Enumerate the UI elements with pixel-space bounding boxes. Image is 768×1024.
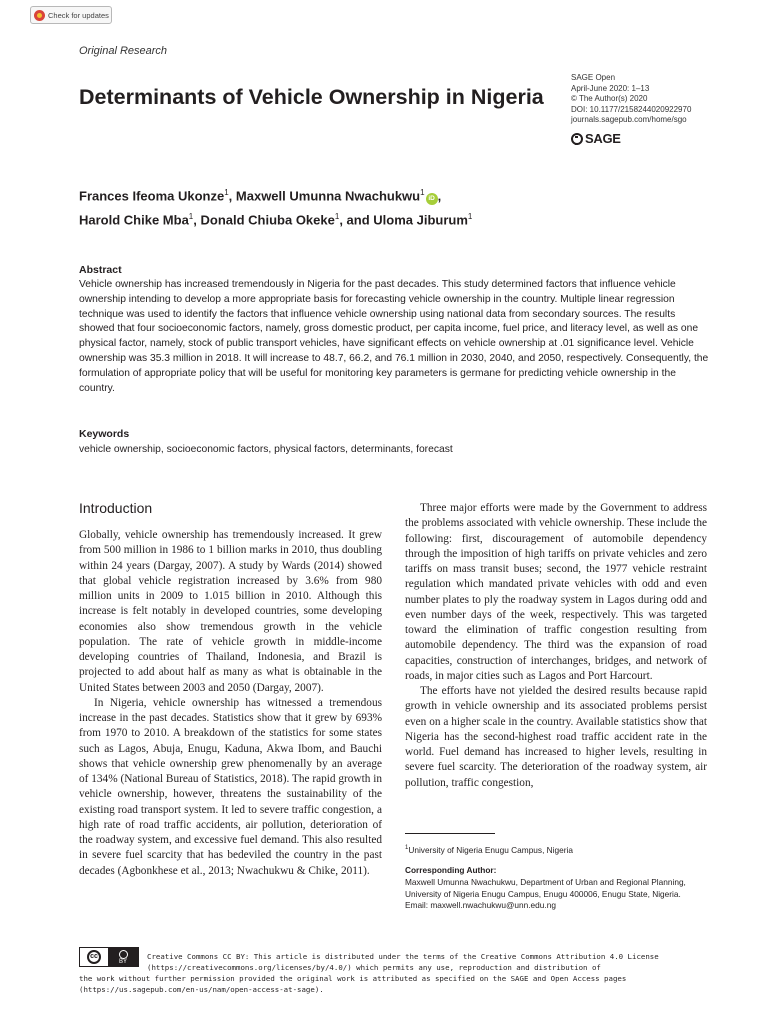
author-name: Maxwell Umunna Nwachukwu <box>235 188 421 204</box>
license-rest <box>79 973 711 996</box>
author-name: Donald Chiuba Okeke <box>200 212 335 228</box>
license-line: the work without further permission provided the original work is attributed as specified on the SAGE and Open Access pages <box>79 974 627 983</box>
publisher-logo <box>571 131 621 146</box>
by-badge-text: BY <box>118 959 127 965</box>
cc-badge-text: cc <box>87 950 101 964</box>
journal-issue: April-June 2020: 1–13 <box>571 83 650 93</box>
corresponding-author-email[interactable]: Email: maxwell.nwachukwu@unn.edu.ng <box>405 900 556 911</box>
person-icon <box>119 950 128 959</box>
body-paragraph: Globally, vehicle ownership has tremendously increased. It grew from 500 million in 1986 to 1 billion marks in 2010, thus doubling within 24 years (Dargay, 2007). A study by Wards (2014) showed that global vehicle registration increased by 3.6% from 980 million units in 2009 to 1.015 billion in 2010. Although this increase is felt notably in developed countries, some developing economies also show tremendous growth in the vehicle population. The rate of vehicle growth in middle-income developing countries of Thailand, Indonesia, and Brazil is projected to add about half as many as what is obtainable in the United States between 2003 and 2050 (Dargay, 2007). <box>79 529 382 694</box>
license-line[interactable]: (https://creativecommons.org/licenses/by/4.0/) which permits any use, reproduction and distribution of <box>147 963 601 972</box>
body-paragraph: In Nigeria, vehicle ownership has witnessed a tremendous increase in the past decades. Statistics show that it grew by 693% from 1970 to 2010. A breakdown of the statistics for some states such as Lagos, Abuja, Enugu, Kaduna, Akwa Ibom, and Bauchi shows that vehicle ownership grew phenomenally by an average of 134% (National Bureau of Statistics, 2018). The rapid growth in vehicle ownership, however, threatens the sustainability of the existing road transport system. It led to severe traffic congestion, a high rate of road traffic accidents, air pollution, deterioration of the roadway system, and excessive fuel demand. This also resulted in severe fuel scarcity that has bedeviled the country in the past decades (Agbonkhese et al., 2013; Nwachukwu & Chike, 2011). <box>79 696 382 877</box>
affiliation-note <box>405 843 711 856</box>
body-paragraph: Three major efforts were made by the Government to address the problems associated with vehicle ownership. These include the following: first, discouragement of automobile dependency through the imposition of high tariffs on private vehicles and zero tariffs on mass transit buses; second, the 1977 vehicle restraint regulation which mandated private vehicles with odd and even number plates to ply the roadway system in Lagos during odd and even number days of the week, respectively. This was targeted toward the elimination of traffic congestion resulting from automobile dependency. The third was the expansion of road capacities, construction of interchanges, bridges, and network of roads, in major cities such as Lagos and Port Harcourt. <box>405 502 707 682</box>
creative-commons-badge[interactable] <box>79 947 139 967</box>
author-name: Harold Chike Mba <box>79 212 189 228</box>
license-line: Creative Commons CC BY: This article is distributed under the terms of the Creative Commons Attribution 4.0 License <box>147 952 659 961</box>
footnote-divider <box>405 833 495 834</box>
article-title: Determinants of Vehicle Ownership in Nigeria <box>79 85 544 109</box>
publisher-logo-text: SAGE <box>585 131 621 146</box>
check-for-updates-button[interactable] <box>30 6 112 24</box>
crossmark-icon <box>34 10 45 21</box>
body-column-right <box>405 501 707 791</box>
abstract-text: Vehicle ownership has increased tremendously in Nigeria for the past decades. This study determined factors that influence vehicle ownership intending to develop a more appropriate basis for forecasting vehicle ownership in the country. Multiple linear regression technique was used to identify the factors that influence vehicle ownership using national data from secondary sources. The results showed that four socioeconomic factors, namely, gross domestic product, per capita income, fuel price, and literacy level, as well as one physical factor, namely, stock of public transport vehicles, have significant effects on vehicle ownership at .01 significance level. Vehicle ownership was 35.3 million in 2018. It will increase to 48.7, 66.2, and 76.1 million in 2030, 2040, and 2050, respectively. Consequently, the formulation of appropriate policy that will be useful for monitoring key parameters is germane for predicting vehicle ownership in the country. <box>79 279 709 394</box>
affiliation-mark: 1 <box>224 188 229 197</box>
introduction-heading: Introduction <box>79 500 153 516</box>
journal-name: SAGE Open <box>571 73 616 82</box>
affiliation-mark: 1 <box>420 188 425 197</box>
footnote-block <box>405 843 711 912</box>
affiliation-mark: 1 <box>467 212 473 222</box>
by-icon <box>108 948 138 966</box>
body-column-left <box>79 528 382 879</box>
author-list: Frances Ifeoma Ukonze$^1$, Maxwell Umunna Nwachukwu$^1$iD , Harold Chike Mba$^1$, Donald Chiuba Okeke$^1$, and Uloma Jiburum$^1$ <box>79 188 473 228</box>
affiliation-mark: 1 <box>334 212 340 222</box>
affiliation-mark: 1 <box>405 845 409 851</box>
author-separator: , and <box>339 212 374 228</box>
check-for-updates-label: Check for updates <box>48 10 109 20</box>
corresponding-author-details: Maxwell Umunna Nwachukwu, Department of Urban and Regional Planning, University of Nigeria Enugu Campus, Enugu 400006, Enugu State, Nigeria. <box>405 876 686 899</box>
body-paragraph: The efforts have not yielded the desired results because rapid growth in vehicle ownership and its associated problems persist even on a higher scale in the country. Available statistics show that Nigeria has the second-highest road traffic accident rate in the world. Fuel demand has increased to higher levels, resulting in severe fuel scarcity. The deterioration of the roadway system, air pollution, traffic congestion, <box>405 685 707 789</box>
affiliation-mark: 1 <box>188 212 194 222</box>
doi-link[interactable]: DOI: 10.1177/2158244020922970 <box>571 104 692 114</box>
article-section-type: Original Research <box>79 45 168 57</box>
keywords-text: vehicle ownership, socioeconomic factors, physical factors, determinants, forecast <box>79 444 453 455</box>
keywords-heading: Keywords <box>79 428 130 440</box>
journal-url-link[interactable]: journals.sagepub.com/home/sgo <box>571 115 687 124</box>
author-separator: , <box>193 212 201 228</box>
license-line[interactable]: (https://us.sagepub.com/en-us/nam/open-access-at-sage). <box>79 985 324 995</box>
affiliation-text: University of Nigeria Enugu Campus, Nigeria <box>408 844 573 855</box>
copyright-notice: © The Author(s) 2020 <box>571 94 648 103</box>
author-name: Uloma Jiburum <box>373 212 468 228</box>
corresponding-author-heading: Corresponding Author: <box>405 865 497 876</box>
sage-s-icon <box>571 133 583 145</box>
journal-meta <box>571 73 691 126</box>
author-separator: , <box>228 188 236 204</box>
abstract-heading: Abstract <box>79 264 122 276</box>
orcid-icon[interactable]: iD <box>426 193 438 205</box>
cc-icon <box>80 948 108 966</box>
author-name: Frances Ifeoma Ukonze <box>79 188 225 204</box>
